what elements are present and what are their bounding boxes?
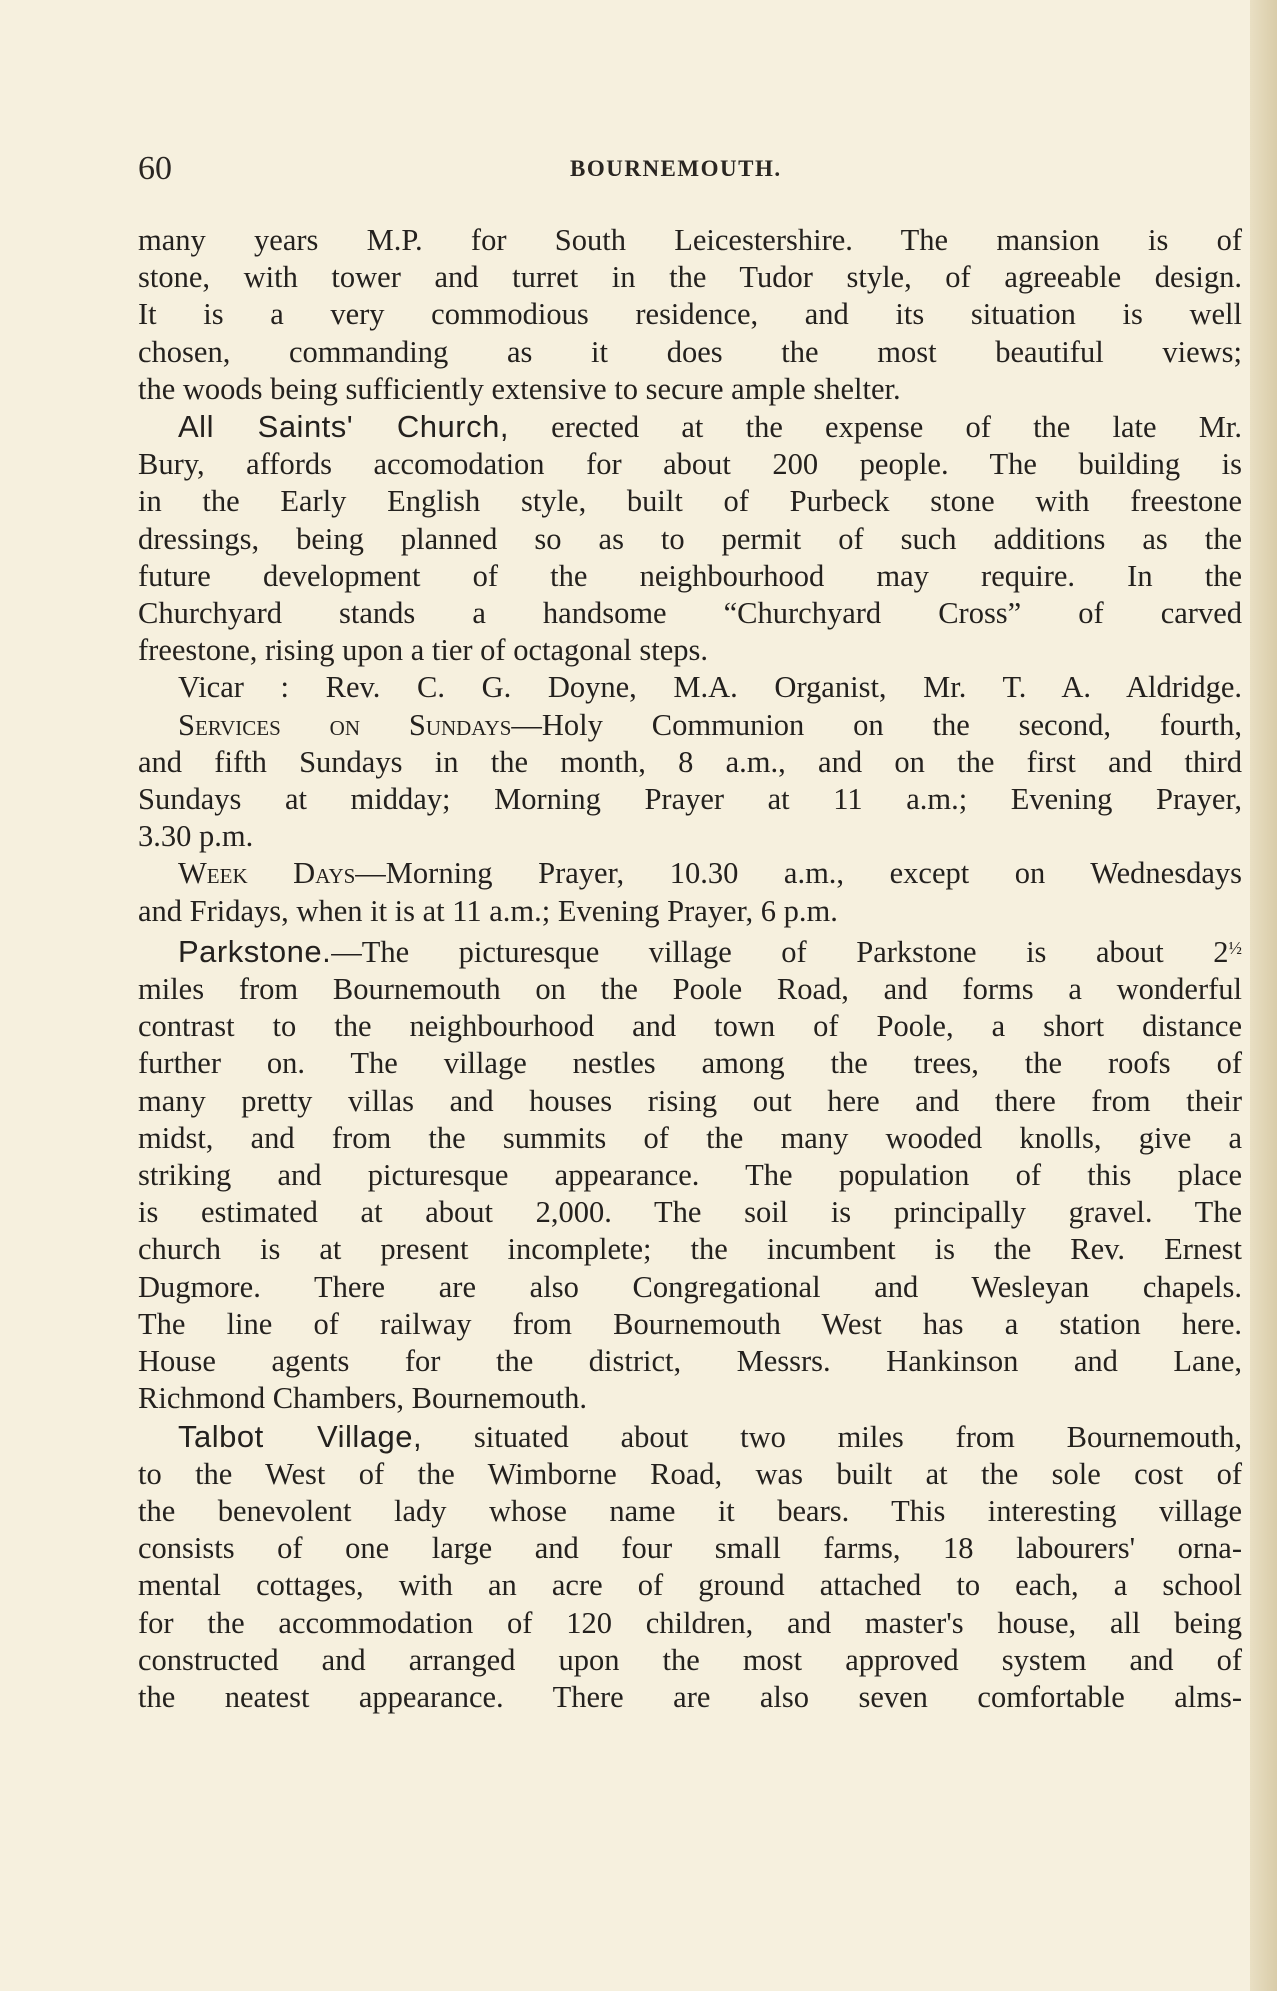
text-line: Vicar : Rev. C. G. Doyne, M.A. Organist, Mr. T. A. Aldridge.	[178, 670, 1242, 705]
text-line: consists of one large and four small farms, 18 labourers' orna-	[138, 1531, 1242, 1566]
text-line: church is at present incomplete; the incumbent is the Rev. Ernest	[138, 1232, 1242, 1267]
text-line: in the Early English style, built of Purbeck stone with freestone	[138, 484, 1242, 519]
page-header	[138, 150, 1238, 190]
section-heading-parkstone: Parkstone.	[178, 933, 332, 969]
text-line: Bury, affords accomodation for about 200 people. The building is	[138, 447, 1242, 482]
text-line: future development of the neighbourhood may require. In the	[138, 558, 1242, 593]
text-line: striking and picturesque appearance. The population of this place	[138, 1158, 1242, 1193]
text-line: the benevolent lady whose name it bears. This interesting village	[138, 1493, 1242, 1528]
text-line: midst, and from the summits of the many wooded knolls, give a	[138, 1120, 1242, 1155]
text-line: Dugmore. There are also Congregational and Wesleyan chapels.	[138, 1269, 1242, 1304]
text-line: dressings, being planned so as to permit of such additions as the	[138, 521, 1242, 556]
text-line: Richmond Chambers, Bournemouth.	[138, 1381, 587, 1416]
text-line: contrast to the neighbourhood and town of Poole, a short distance	[138, 1009, 1242, 1044]
text-line: House agents for the district, Messrs. Hankinson and Lane,	[138, 1344, 1242, 1379]
section-heading-all-saints: All Saints' Church,	[178, 409, 509, 445]
text-line: 3.30 p.m.	[138, 819, 254, 854]
text-line: to the West of the Wimborne Road, was built at the sole cost of	[138, 1456, 1242, 1491]
text-line: and fifth Sundays in the month, 8 a.m., and on the first and third	[138, 744, 1242, 779]
text-line: for the accommodation of 120 children, and master's house, all being	[138, 1605, 1242, 1640]
text-line: chosen, commanding as it does the most beautiful views;	[138, 334, 1242, 369]
text-line: is estimated at about 2,000. The soil is principally gravel. The	[138, 1195, 1242, 1230]
text-line: further on. The village nestles among the trees, the roofs of	[138, 1046, 1242, 1081]
page-edge	[1250, 0, 1277, 1991]
text-line: stone, with tower and turret in the Tudor style, of agreeable design.	[138, 260, 1242, 295]
text-line: Parkstone.—The picturesque village of Parkstone is about $2^{\frac{1}{2}}$	[178, 933, 1242, 969]
fraction-half: ½	[1228, 937, 1242, 958]
paragraph-vicar	[138, 669, 1242, 706]
text-line: mental cottages, with an acre of ground attached to each, a school	[138, 1568, 1242, 1603]
week-days-heading: Week Days	[178, 856, 356, 891]
text-line: many years M.P. for South Leicestershire. The mansion is of	[138, 223, 1242, 257]
paragraph-talbot-village	[138, 1418, 1242, 1717]
text-line: It is a very commodious residence, and its situation is well	[138, 297, 1242, 332]
text-line: the neatest appearance. There are also seven comfortable alms-	[138, 1679, 1242, 1714]
section-heading-talbot-village: Talbot Village,	[178, 1418, 423, 1454]
text-line: Churchyard stands a handsome “Churchyard Cross” of carved	[138, 596, 1242, 631]
text-line: freestone, rising upon a tier of octagonal steps.	[138, 633, 709, 668]
text-line: All Saints' Church, erected at the expense of the late Mr.	[178, 409, 1242, 445]
body-text	[138, 222, 1242, 1716]
text-line: many pretty villas and houses rising out here and there from their	[138, 1083, 1242, 1118]
paragraph-mansion	[138, 222, 1242, 408]
text-line: Talbot Village, situated about two miles from Bournemouth,	[178, 1418, 1242, 1454]
text-line: constructed and arranged upon the most approved system and of	[138, 1642, 1242, 1677]
services-heading: Services on Sundays	[178, 707, 512, 742]
running-title: BOURNEMOUTH.	[570, 156, 782, 181]
paragraph-parkstone	[138, 930, 1242, 1418]
text-line: and Fridays, when it is at 11 a.m.; Evening Prayer, 6 p.m.	[138, 893, 838, 928]
paragraph-week-days	[138, 855, 1242, 929]
text-line: the woods being sufficiently extensive to secure ample shelter.	[138, 371, 901, 406]
text-line: Week Days—Morning Prayer, 10.30 a.m., except on Wednesdays	[178, 856, 1242, 891]
page-number: 60	[138, 150, 172, 187]
paragraph-all-saints	[138, 408, 1242, 669]
text-line: The line of railway from Bournemouth West has a station here.	[138, 1306, 1242, 1341]
text-line: miles from Bournemouth on the Poole Road, and forms a wonderful	[138, 972, 1242, 1007]
paragraph-sunday-services	[138, 707, 1242, 856]
text-line: Sundays at midday; Morning Prayer at 11 a.m.; Evening Prayer,	[138, 782, 1242, 817]
text-line: Services on Sundays—Holy Communion on the second, fourth,	[178, 707, 1242, 742]
